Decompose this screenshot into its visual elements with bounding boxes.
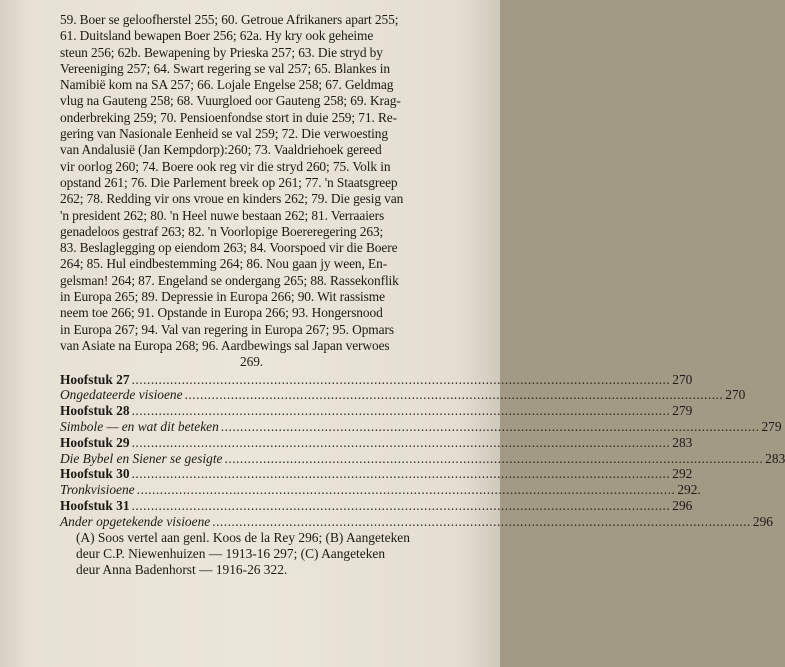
toc-chapter-title: Simbole — en wat dit beteken — [60, 418, 219, 434]
toc-page-number: 283 — [672, 434, 693, 450]
toc-page-number: 296 — [752, 513, 773, 529]
toc-chapter-label: Hoofstuk 30 — [60, 466, 130, 482]
toc-chapter-label: Hoofstuk 29 — [60, 434, 130, 450]
text-line: Vereeniging 257; 64. Swart regering se val 257; 65. Blankes in — [60, 60, 390, 76]
toc-title-row — [60, 513, 773, 530]
dot-leader: ............................................................................................................................................ — [131, 371, 671, 387]
toc-page-number: 270 — [725, 387, 746, 403]
text-line: 262; 78. Redding vir ons vroue en kinders 262; 79. Die gesig van — [60, 191, 404, 207]
toc-title-row — [60, 418, 782, 435]
text-line: van Asiate na Europa 268; 96. Aardbewings sal Japan verwoes — [60, 337, 390, 353]
toc-page-number: 279 — [672, 403, 693, 419]
text-line: 269. — [240, 354, 264, 370]
text-line: in Europa 265; 89. Depressie in Europa 266; 90. Wit rassisme — [60, 289, 385, 305]
text-line: opstand 261; 76. Die Parlement breek op 261; 77. 'n Staatsgreep — [60, 174, 398, 190]
toc-page-number: 292 — [672, 466, 693, 482]
text-line: 264; 85. Hul eindbestemming 264; 86. Nou gaan jy ween, En- — [60, 256, 388, 272]
toc-page-number: 283 — [765, 450, 785, 466]
toc-chapter-label: Hoofstuk 27 — [60, 371, 130, 387]
text-line: onderbreking 259; 70. Pensioenfondse stort in duie 259; 71. Re- — [60, 109, 397, 125]
dot-leader: ............................................................................................................................................ — [131, 466, 671, 482]
dot-leader: ............................................................................................................................................ — [220, 418, 760, 434]
dot-leader: ............................................................................................................................................ — [212, 513, 751, 529]
section-list-paragraph — [60, 12, 415, 371]
text-line: gering van Nasionale Eenheid se val 259; 72. Die verwoesting — [60, 126, 388, 142]
dot-leader: ............................................................................................................................................ — [224, 450, 764, 466]
dot-leader: ............................................................................................................................................ — [131, 403, 671, 419]
toc-page-number: 296 — [672, 497, 693, 513]
toc-chapter-title: Tronkvisioene — [60, 482, 135, 498]
text-line: 83. Beslaglegging op eiendom 263; 84. Voorspoed vir die Boere — [60, 240, 398, 256]
text-line: steun 256; 62b. Bewapening by Prieska 257; 63. Die stryd by — [60, 44, 383, 60]
dot-leader: ............................................................................................................................................ — [131, 497, 671, 513]
toc-chapter-row — [60, 434, 693, 451]
toc-chapter-label: Hoofstuk 31 — [60, 497, 130, 513]
toc-title-row — [60, 450, 785, 467]
chapter-entries — [60, 371, 785, 530]
toc-chapter-title: Ongedateerde visioene — [60, 387, 183, 403]
text-line: 59. Boer se geloofherstel 255; 60. Getroue Afrikaners apart 255; — [60, 12, 399, 27]
text-line: van Andalusië (Jan Kempdorp):260; 73. Vaaldriehoek gereed — [60, 142, 382, 158]
toc-chapter-title: Die Bybel en Siener se gesigte — [60, 450, 223, 466]
toc-page-number: 270 — [672, 371, 693, 387]
toc-title-row — [60, 482, 701, 498]
toc-chapter-title: Ander opgetekende visioene — [60, 513, 211, 529]
text-line: in Europa 267; 94. Val van regering in Europa 267; 95. Opmars — [60, 321, 394, 337]
toc-chapter-row — [60, 466, 693, 482]
dot-leader: ............................................................................................................................................ — [136, 482, 676, 498]
toc-page-number: 279 — [761, 418, 782, 434]
text-line: vir oorlog 260; 74. Boere ook reg vir die stryd 260; 75. Volk in — [60, 158, 391, 174]
appendix-line: deur C.P. Niewenhuizen — 1913-16 297; (C) Aangeteken — [76, 545, 386, 561]
text-line: 'n president 262; 80. 'n Heel nuwe bestaan 262; 81. Verraaiers — [60, 207, 385, 223]
appendix-line: deur Anna Badenhorst — 1916-26 322. — [76, 562, 288, 578]
dot-leader: ............................................................................................................................................ — [184, 387, 724, 403]
text-line: Namibië kom na SA 257; 66. Lojale Engelse 258; 67. Geldmag — [60, 77, 394, 93]
toc-chapter-label: Hoofstuk 28 — [60, 403, 130, 419]
toc-title-row — [60, 387, 746, 403]
appendix-entries — [76, 530, 415, 579]
text-line: vlug na Gauteng 258; 68. Vuurgloed oor Gauteng 258; 69. Krag- — [60, 93, 401, 109]
toc-page-number: 292. — [677, 482, 701, 498]
toc-chapter-row — [60, 371, 693, 388]
table-of-contents — [60, 12, 785, 578]
text-line: genadeloos gestraf 263; 82. 'n Voorlopige Boereregering 263; — [60, 223, 384, 239]
toc-chapter-row — [60, 403, 693, 419]
text-line: gelsman! 264; 87. Engeland se ondergang 265; 88. Rassekonflik — [60, 272, 399, 288]
dot-leader: ............................................................................................................................................ — [131, 434, 671, 450]
text-line: 61. Duitsland bewapen Boer 256; 62a. Hy kry ook geheime — [60, 28, 374, 44]
appendix-line: (A) Soos vertel aan genl. Koos de la Rey 296; (B) Aangeteken — [76, 529, 410, 545]
text-line: neem toe 266; 91. Opstande in Europa 266; 93. Hongersnood — [60, 305, 383, 321]
toc-chapter-row — [60, 497, 693, 514]
